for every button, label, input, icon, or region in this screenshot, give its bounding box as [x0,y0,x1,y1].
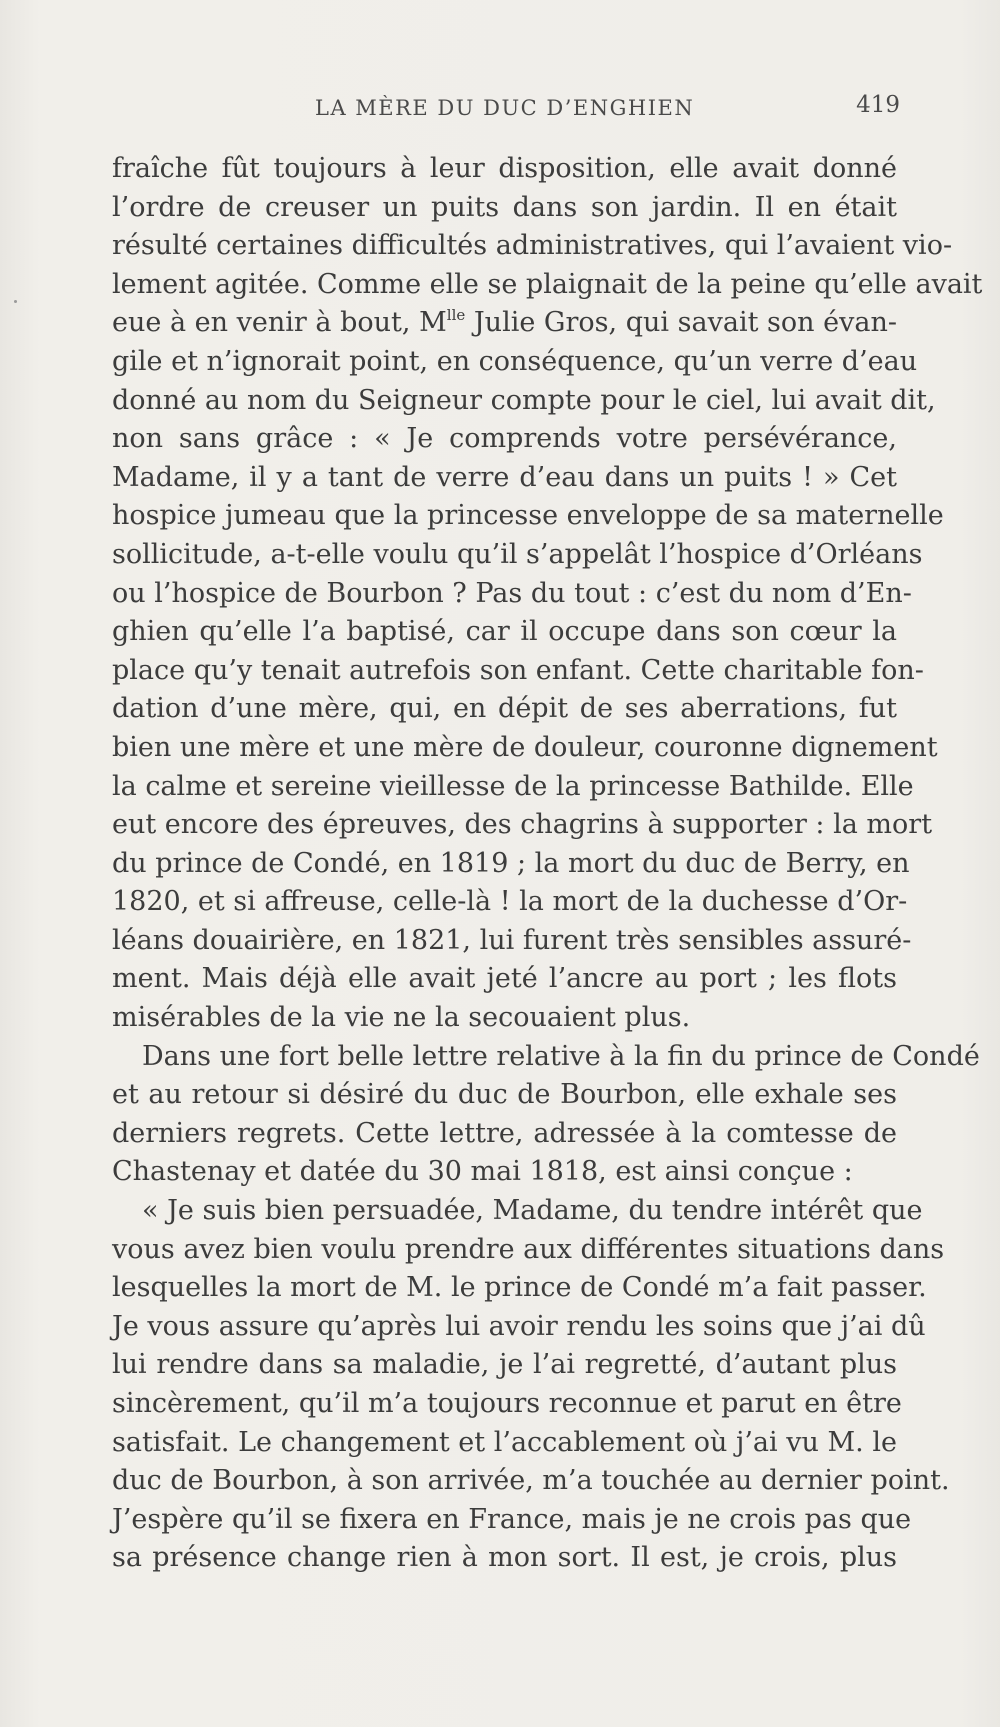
text-line: l’ordre de creuser un puits dans son jardin. Il en était [112,191,897,223]
text-line: résulté certaines difficultés administratives, qui l’avaient vio- [112,230,953,262]
margin-mark [14,300,17,303]
text-line: fraîche fût toujours à leur disposition, elle avait donné [112,153,897,184]
text-line: et au retour si désiré du duc de Bourbon, elle exhale ses [112,1079,897,1111]
text-line: « Je suis bien persuadée, Madame, du tendre intérêt que [142,1195,923,1227]
text-line: Chastenay et datée du 30 mai 1818, est ainsi conçue : [112,1156,853,1188]
superscript-abbrev: lle [446,306,466,325]
running-title: LA MÈRE DU DUC D’ENGHIEN [315,96,695,120]
text-line: lement agitée. Comme elle se plaignait de la peine qu’elle avait [112,268,983,300]
text-line: lui rendre dans sa maladie, je l’ai regretté, d’autant plus [112,1349,897,1381]
text-line: dation d’une mère, qui, en dépit de ses aberrations, fut [112,693,897,725]
text-line: place qu’y tenait autrefois son enfant. Cette charitable fon- [112,654,924,686]
page-number: 419 [856,92,900,118]
text-line: Je vous assure qu’après lui avoir rendu les soins que j’ai dû [112,1310,926,1342]
text-line: sincèrement, qu’il m’a toujours reconnue et parut en être [112,1388,902,1419]
text-line: léans douairière, en 1821, lui furent très sensibles assuré- [112,924,912,956]
text-line: gile et n’ignorait point, en conséquence, qu’un verre d’eau [112,345,918,377]
text-line: non sans grâce : « Je comprends votre persévérance, [112,423,897,455]
line-tail: Julie Gros, qui savait son évan- [465,307,897,339]
text-line [112,304,897,343]
text-line: eut encore des épreuves, des chagrins à supporter : la mort [112,809,933,841]
text-line: sollicitude, a-t-elle voulu qu’il s’appelât l’hospice d’Orléans [112,538,923,570]
text-line: satisfait. Le changement et l’accablement où j’ai vu M. le [112,1426,897,1458]
text-line: J’espère qu’il se fixera en France, mais je ne crois pas que [112,1503,912,1535]
text-line: duc de Bourbon, à son arrivée, m’a touchée au dernier point. [112,1465,950,1497]
text-line: misérables de la vie ne la secouaient plus. [112,1002,691,1034]
text-line: hospice jumeau que la princesse enveloppe de sa maternelle [112,500,944,532]
text-line: vous avez bien voulu prendre aux différentes situations dans [112,1233,945,1265]
text-line: ghien qu’elle l’a baptisé, car il occupe dans son cœur la [112,616,897,648]
text-line: donné au nom du Seigneur compte pour le ciel, lui avait dit, [112,384,936,416]
body-text [112,150,983,1578]
text-line: sa présence change rien à mon sort. Il est, je crois, plus [112,1542,897,1574]
text-line: ou l’hospice de Bourbon ? Pas du tout : c’est du nom d’En- [112,577,912,609]
text-line: la calme et sereine vieillesse de la princesse Bathilde. Elle [112,770,914,802]
text-line: Dans une fort belle lettre relative à la fin du prince de Condé [142,1040,980,1072]
text-line: derniers regrets. Cette lettre, adressée à la comtesse de [112,1117,897,1149]
text-line: Madame, il y a tant de verre d’eau dans un puits ! » Cet [112,461,897,493]
text-line: 1820, et si affreuse, celle-là ! la mort de la duchesse d’Or- [112,886,908,918]
text-line: bien une mère et une mère de douleur, couronne dignement [112,731,938,763]
text-line: lesquelles la mort de M. le prince de Condé m’a fait passer. [112,1272,927,1304]
text-line: du prince de Condé, en 1819 ; la mort du duc de Berry, en [112,847,910,879]
line-head: eue à en venir à bout, M [112,307,447,339]
running-head [110,92,900,126]
text-line: ment. Mais déjà elle avait jeté l’ancre au port ; les flots [112,963,897,995]
